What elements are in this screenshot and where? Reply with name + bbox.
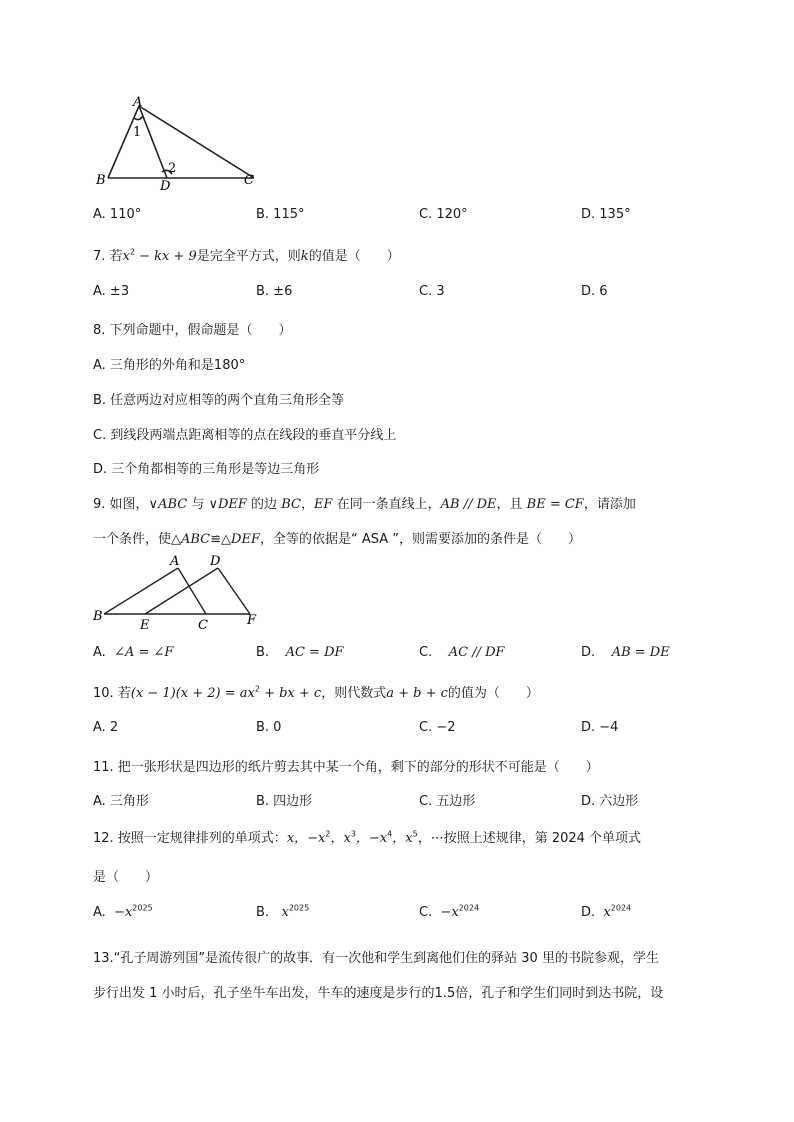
q12-option-a-letter: A. bbox=[93, 905, 106, 920]
q10-text: ，则代数式 bbox=[321, 686, 387, 701]
q7-option-c[interactable]: C. 3 bbox=[419, 284, 445, 299]
q9-be-eq-cf: BE = CF bbox=[526, 497, 584, 512]
q9-def-2: DEF bbox=[231, 532, 260, 547]
q10-stem: 10. 若$(x - 1)(x + 2) = ax^2$ + bx + c，则代数式a + b + c的值为（ ） bbox=[93, 684, 539, 701]
q6-option-a[interactable]: A. 110° bbox=[93, 207, 142, 222]
q12-term-3-exp: 3 bbox=[350, 829, 356, 839]
q9-congruent: ≌△ bbox=[210, 532, 232, 547]
q10-expr: (x − 1)(x + 2) = ax bbox=[130, 686, 255, 701]
q6-label-d: D bbox=[160, 179, 171, 192]
q10-option-c[interactable]: C. −2 bbox=[419, 720, 456, 735]
q12-option-d-letter: D. bbox=[581, 905, 596, 920]
q13-stem-line2: 步行出发 1 小时后，孔子坐牛车出发，牛车的速度是步行的1.5倍，孔子和学生们同时到达书院，设 bbox=[93, 986, 664, 1001]
q12-term-2: ，−x bbox=[294, 831, 326, 846]
q12-text-1: 12. 按照一定规律排列的单项式： bbox=[93, 831, 287, 846]
q6-label-c: C bbox=[244, 173, 254, 188]
q9-text-8: 一个条件，使△ bbox=[93, 532, 181, 547]
q9-text-3: 的边 bbox=[246, 497, 282, 512]
q12-option-c[interactable] bbox=[419, 905, 479, 920]
q6-option-c[interactable]: C. 120° bbox=[419, 207, 468, 222]
q12-option-d-math: x bbox=[603, 905, 611, 920]
q9-abc-2: ABC bbox=[181, 532, 211, 547]
q9-option-d-letter: D. bbox=[581, 645, 596, 660]
q8-option-a[interactable]: A. 三角形的外角和是180° bbox=[93, 358, 246, 373]
q9-label-c: C bbox=[198, 618, 208, 633]
q12-option-a-exp: 2025 bbox=[132, 903, 153, 913]
q8-option-d[interactable]: D. 三个角都相等的三角形是等边三角形 bbox=[93, 462, 320, 477]
q7-option-d[interactable]: D. 6 bbox=[581, 284, 608, 299]
q9-option-d-math: AB = DE bbox=[611, 645, 670, 660]
q9-triangles-figure bbox=[90, 552, 270, 634]
q12-term-4: ，−x bbox=[355, 831, 388, 846]
q9-option-a[interactable] bbox=[93, 645, 173, 660]
q12-option-d[interactable] bbox=[581, 905, 631, 920]
q12-term-2-exp: 2 bbox=[325, 829, 331, 839]
q12-option-c-letter: C. bbox=[419, 905, 433, 920]
q9-option-b-letter: B. bbox=[256, 645, 270, 660]
q12-term-1: x bbox=[286, 831, 295, 846]
q10-expr-2: + bx + c bbox=[259, 686, 322, 701]
q9-text-7: ，请添加 bbox=[583, 497, 636, 512]
q9-text-2: 与 ∨ bbox=[187, 497, 218, 512]
q12-term-5-exp: 5 bbox=[412, 829, 418, 839]
q12-term-3: ，x bbox=[330, 831, 351, 846]
q6-label-a: A bbox=[133, 95, 143, 110]
q7-expr-x: x bbox=[122, 249, 130, 264]
q9-label-b: B bbox=[93, 609, 103, 624]
q10-option-d[interactable]: D. −4 bbox=[581, 720, 619, 735]
q9-text-1: 9. 如图，∨ bbox=[93, 497, 159, 512]
q9-abc: ABC bbox=[158, 497, 188, 512]
q7-option-b[interactable]: B. ±6 bbox=[256, 284, 293, 299]
q9-option-b-math: AC = DF bbox=[285, 645, 344, 660]
q7-expr-rest: − kx + 9 bbox=[134, 249, 197, 264]
q12-term-4-exp: 4 bbox=[387, 829, 393, 839]
q12-option-b-math: x bbox=[281, 905, 289, 920]
q8-stem: 8. 下列命题中，假命题是（ ） bbox=[93, 323, 292, 338]
q9-label-d: D bbox=[210, 554, 221, 569]
q9-option-a-letter: A. bbox=[93, 645, 106, 660]
q9-option-c[interactable] bbox=[419, 645, 505, 660]
q10-text-end: 的值为（ ） bbox=[447, 686, 539, 701]
q9-ef: EF bbox=[313, 497, 333, 512]
q9-def: DEF bbox=[217, 497, 247, 512]
q10-option-b[interactable]: B. 0 bbox=[256, 720, 282, 735]
q12-option-c-math: −x bbox=[440, 905, 459, 920]
q9-bc: BC bbox=[281, 497, 301, 512]
q11-option-a[interactable]: A. 三角形 bbox=[93, 794, 149, 809]
q9-text-6: ，且 bbox=[496, 497, 527, 512]
q9-label-f: F bbox=[247, 613, 257, 628]
q7-text: 是完全平方式，则 bbox=[196, 249, 301, 264]
q11-option-d[interactable]: D. 六边形 bbox=[581, 794, 639, 809]
q12-term-5: ，x bbox=[392, 831, 413, 846]
q6-label-1: 1 bbox=[133, 125, 142, 140]
q12-option-a-math: −x bbox=[114, 905, 133, 920]
q12-option-b-exp: 2025 bbox=[288, 903, 310, 913]
q7-text-end: 的值是（ ） bbox=[308, 249, 400, 264]
q12-option-b-letter: B. bbox=[256, 905, 270, 920]
q12-stem-line2: 是（ ） bbox=[93, 870, 159, 885]
q11-stem: 11. 把一张形状是四边形的纸片剪去其中某一个角，剩下的部分的形状不可能是（ ） bbox=[93, 760, 599, 775]
q10-option-a[interactable]: A. 2 bbox=[93, 720, 119, 735]
q12-stem-line1 bbox=[93, 827, 705, 846]
q7-option-a[interactable]: A. ±3 bbox=[93, 284, 130, 299]
q9-option-a-math: ∠A = ∠F bbox=[114, 645, 174, 660]
q9-option-b[interactable] bbox=[256, 645, 344, 660]
q12-option-c-exp: 2024 bbox=[458, 903, 480, 913]
q9-option-d[interactable] bbox=[581, 645, 670, 660]
q8-option-c[interactable]: C. 到线段两端点距离相等的点在线段的垂直平分线上 bbox=[93, 428, 397, 443]
q12-option-b[interactable] bbox=[256, 905, 309, 920]
q9-text-5: 在同一条直线上， bbox=[332, 497, 441, 512]
q6-label-2: 2 bbox=[168, 161, 177, 176]
q9-stem-line2 bbox=[93, 528, 705, 547]
q12-option-a[interactable] bbox=[93, 905, 153, 920]
q9-label-e: E bbox=[140, 618, 150, 633]
q9-text-4: ， bbox=[300, 497, 314, 512]
q7-number: 7. 若 bbox=[93, 249, 123, 264]
q13-stem-line1: 13.“孔子周游列国”是流传很广的故事．有一次他和学生到离他们住的驿站 30 里的书院参观，学生 bbox=[93, 951, 659, 966]
q11-option-b[interactable]: B. 四边形 bbox=[256, 794, 313, 809]
q7-k: k bbox=[300, 249, 309, 264]
q9-option-c-math: AC // DF bbox=[448, 645, 505, 660]
q9-text-9: ，全等的依据是“ ASA ”，则需要添加的条件是（ ） bbox=[259, 532, 581, 547]
q6-label-b: B bbox=[96, 173, 106, 188]
q6-option-d[interactable]: D. 135° bbox=[581, 207, 631, 222]
q10-number: 10. 若 bbox=[93, 686, 131, 701]
q6-triangle-figure bbox=[92, 92, 272, 192]
q9-option-c-letter: C. bbox=[419, 645, 433, 660]
q9-stem-line1 bbox=[93, 493, 705, 512]
q7-stem: 7. 若$x^2$ − kx + 9是完全平方式，则k的值是（ ） bbox=[93, 247, 400, 264]
q12-option-d-exp: 2024 bbox=[610, 903, 632, 913]
q12-text-2: ，⋯按照上述规律，第 2024 个单项式 bbox=[417, 831, 642, 846]
q6-option-b[interactable]: B. 115° bbox=[256, 207, 305, 222]
q11-option-c[interactable]: C. 五边形 bbox=[419, 794, 476, 809]
q9-ab-parallel-de: AB // DE bbox=[440, 497, 497, 512]
q10-expr-3: a + b + c bbox=[386, 686, 448, 701]
q9-label-a: A bbox=[170, 554, 180, 569]
q8-option-b[interactable]: B. 任意两边对应相等的两个直角三角形全等 bbox=[93, 393, 345, 408]
